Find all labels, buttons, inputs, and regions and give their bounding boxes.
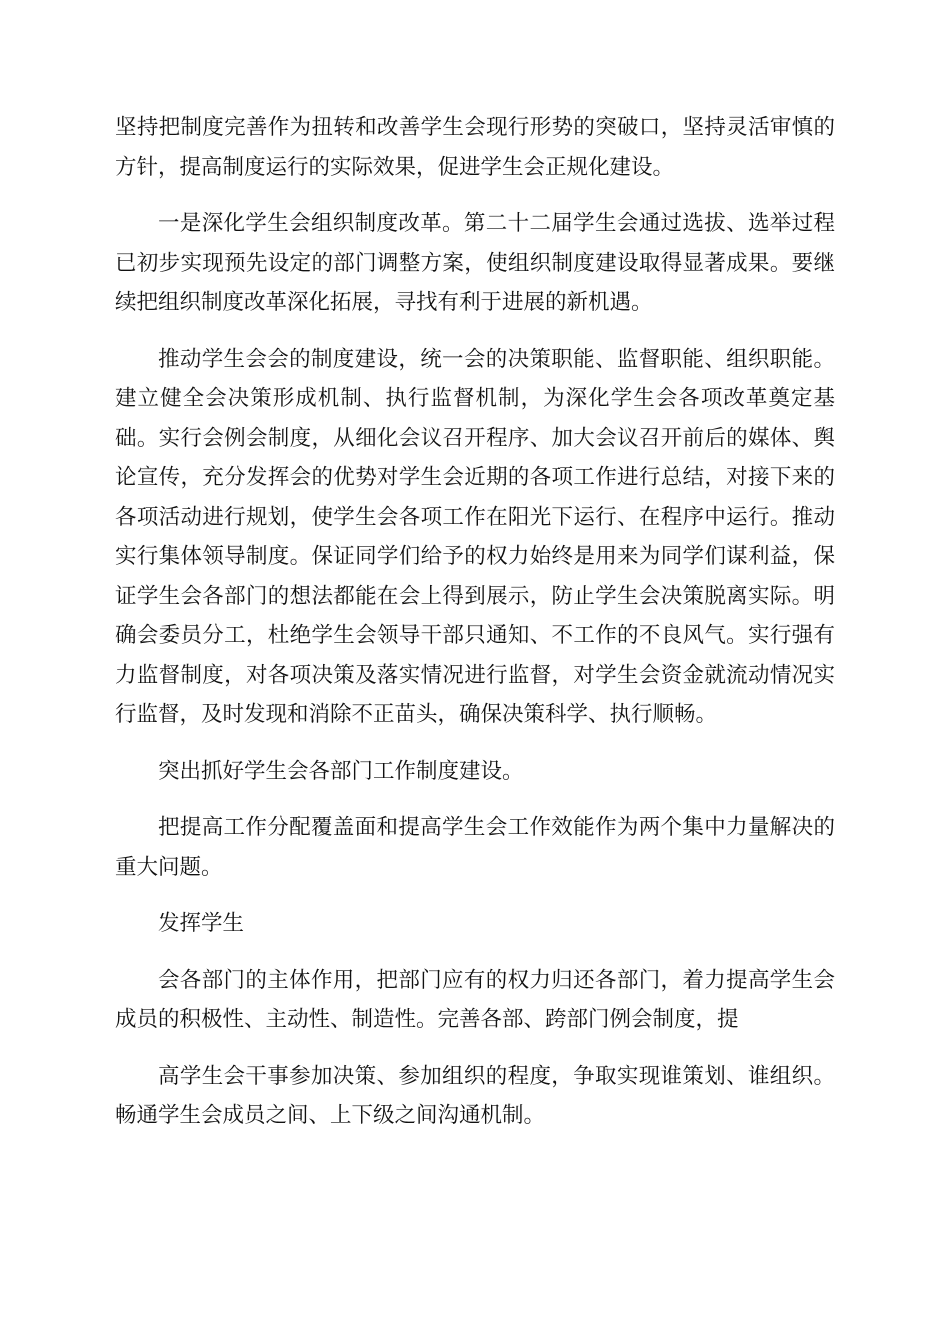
- paragraph-5: 把提高工作分配覆盖面和提高学生会工作效能作为两个集中力量解决的重大问题。: [115, 815, 835, 880]
- paragraph-3: 推动学生会会的制度建设，统一会的决策职能、监督职能、组织职能。建立健全会决策形成机制、执行监督机制，为深化学生会各项改革奠定基础。实行会例会制度，从细化会议召开程序、加大会议召开前后的媒体、舆论宣传，充分发挥会的优势对学生会近期的各项工作进行总结，对接下来的各项活动进行规划，使学生会各项工作在阳光下运行、在程序中运行。推动实行集体领导制度。保证同学们给予的权力始终是用来为同学们谋利益，保证学生会各部门的想法都能在会上得到展示，防止学生会决策脱离实际。明确会委员分工，杜绝学生会领导干部只通知、不工作的不良风气。实行强有力监督制度，对各项决策及落实情况进行监督，对学生会资金就流动情况实行监督，及时发现和消除不正苗头，确保决策科学、执行顺畅。: [115, 346, 835, 727]
- document-body: [115, 108, 835, 1153]
- paragraph-7: 会各部门的主体作用，把部门应有的权力归还各部门，着力提高学生会成员的积极性、主动性、制造性。完善各部、跨部门例会制度，提: [115, 967, 835, 1032]
- paragraph-6: 发挥学生: [158, 911, 245, 936]
- paragraph-8: 高学生会干事参加决策、参加组织的程度，争取实现谁策划、谁组织。畅通学生会成员之间、上下级之间沟通机制。: [115, 1063, 835, 1128]
- paragraph-4: 突出抓好学生会各部门工作制度建设。: [158, 758, 524, 784]
- paragraph-2: 一是深化学生会组织制度改革。第二十二届学生会通过选拔、选举过程已初步实现预先设定的部门调整方案，使组织制度建设取得显著成果。要继续把组织制度改革深化拓展，寻找有利于进展的新机遇。: [115, 211, 835, 315]
- paragraph-1: 坚持把制度完善作为扭转和改善学生会现行形势的突破口，坚持灵活审慎的方针，提高制度运行的实际效果，促进学生会正规化建设。: [115, 115, 835, 180]
